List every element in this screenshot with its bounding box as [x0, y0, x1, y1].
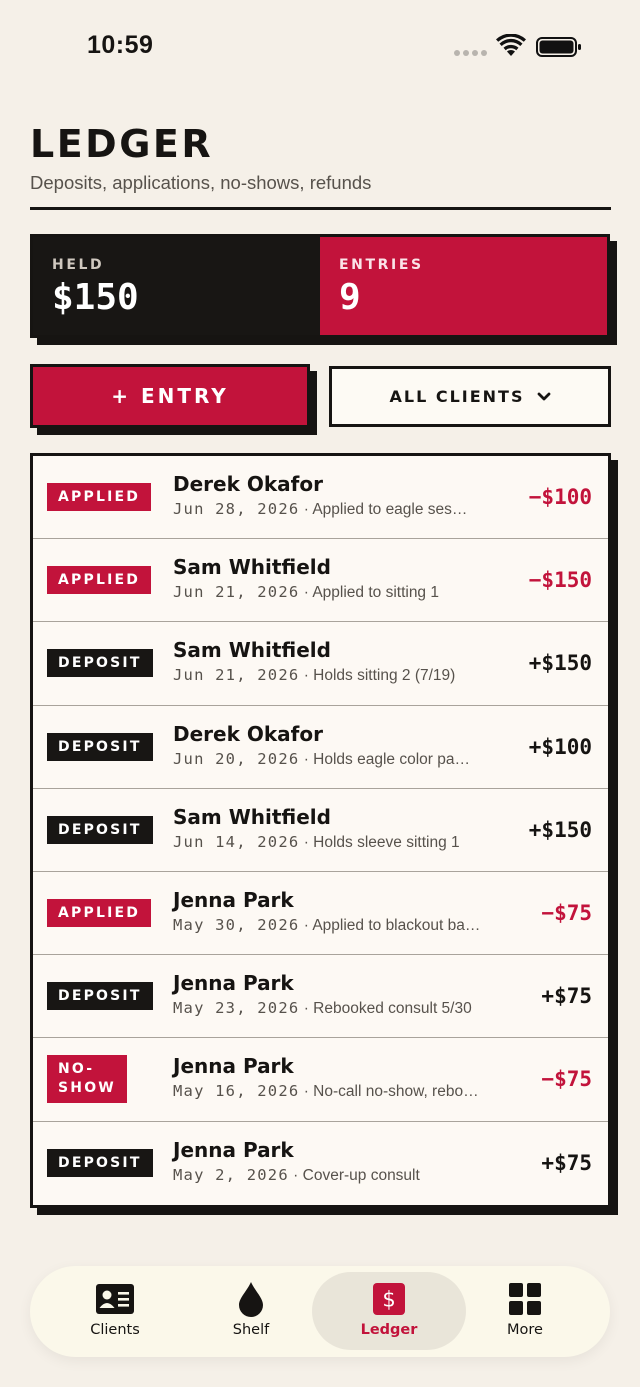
- ledger-row[interactable]: [33, 872, 608, 955]
- entry-details: [173, 805, 503, 852]
- stats-panel: [30, 234, 610, 338]
- entry-subline: [173, 1166, 503, 1185]
- status-bar: [0, 0, 640, 96]
- entry-type-badge: APPLIED: [47, 566, 151, 594]
- held-stat: [33, 237, 320, 335]
- tab-label: Ledger: [360, 1322, 418, 1338]
- status-time: 10:59: [87, 31, 154, 59]
- entry-details: [173, 1054, 503, 1101]
- entry-note: · Cover-up consult: [293, 1166, 420, 1184]
- svg-text:$: $: [382, 1287, 396, 1312]
- entry-note: · Applied to sitting 1: [303, 584, 439, 602]
- tab-shelf[interactable]: [176, 1272, 326, 1350]
- entry-date: May 30, 2026: [173, 915, 300, 934]
- entry-subline: [173, 916, 503, 935]
- tab-bar: [30, 1266, 610, 1357]
- entry-type-badge: DEPOSIT: [47, 816, 153, 844]
- tab-label: Clients: [90, 1322, 140, 1338]
- tab-label: More: [507, 1322, 543, 1338]
- entry-details: [173, 888, 503, 935]
- ledger-list: [30, 453, 611, 1208]
- client-name: Jenna Park: [173, 1137, 294, 1162]
- entry-amount: +$100: [528, 734, 592, 759]
- grid-icon: [505, 1282, 545, 1316]
- entry-type-badge: DEPOSIT: [47, 982, 153, 1010]
- entry-date: Jun 21, 2026: [173, 666, 300, 685]
- ledger-row[interactable]: [33, 456, 608, 539]
- battery-icon: [536, 37, 582, 57]
- entry-subline: [173, 500, 503, 519]
- entry-details: [173, 971, 503, 1018]
- entry-note: · Holds sitting 2 (7/19): [303, 667, 456, 685]
- entry-date: Jun 28, 2026: [173, 500, 300, 518]
- add-entry-button[interactable]: + ENTRY: [30, 364, 310, 428]
- entry-amount: −$75: [541, 1067, 592, 1092]
- entry-note: · Holds eagle color pa…: [303, 750, 470, 768]
- entry-amount: −$150: [528, 568, 592, 593]
- entry-subline: [173, 1082, 503, 1101]
- ledger-row[interactable]: [33, 539, 608, 622]
- entry-type-badge: DEPOSIT: [47, 1149, 153, 1177]
- entries-label: ENTRIES: [339, 257, 424, 273]
- ink-drop-icon: [231, 1282, 271, 1316]
- dollar-icon: [369, 1282, 409, 1316]
- ledger-row[interactable]: [33, 789, 608, 872]
- signal-dots-icon: [454, 50, 487, 56]
- entry-subline: [173, 750, 503, 769]
- ledger-row[interactable]: [33, 955, 608, 1038]
- entry-amount: −$75: [541, 901, 592, 926]
- entry-date: Jun 21, 2026: [173, 583, 300, 602]
- client-filter-dropdown[interactable]: [329, 366, 611, 427]
- entry-type-badge: DEPOSIT: [47, 733, 153, 761]
- entry-subline: [173, 666, 503, 685]
- entries-stat: [320, 237, 607, 335]
- entries-value: 9: [339, 277, 361, 318]
- entry-type-badge: DEPOSIT: [47, 649, 153, 677]
- entry-date: May 16, 2026: [173, 1082, 300, 1101]
- entry-note: · Applied to eagle ses…: [303, 501, 468, 518]
- tab-ledger[interactable]: [312, 1272, 466, 1350]
- badge-line: SHOW: [58, 1080, 116, 1097]
- entry-note: · Applied to blackout ba…: [303, 916, 481, 934]
- badge-line: NO-: [58, 1061, 95, 1078]
- client-name: Sam Whitfield: [173, 555, 331, 580]
- entry-type-badge: [47, 1055, 127, 1103]
- client-name: Jenna Park: [173, 887, 294, 912]
- page-subtitle: Deposits, applications, no-shows, refunds: [30, 172, 372, 193]
- entry-details: [173, 1138, 503, 1185]
- ledger-row[interactable]: [33, 622, 608, 705]
- entry-amount: +$75: [541, 1151, 592, 1176]
- held-label: HELD: [52, 257, 105, 273]
- chevron-down-icon: [537, 392, 551, 402]
- page-header: [30, 122, 611, 194]
- entry-type-badge: APPLIED: [47, 483, 151, 511]
- contact-card-icon: [95, 1282, 135, 1316]
- page-title: LEDGER: [30, 122, 214, 166]
- entry-details: [173, 555, 503, 602]
- entry-amount: −$100: [528, 485, 592, 510]
- entry-details: [173, 472, 503, 519]
- entry-date: Jun 14, 2026: [173, 832, 300, 851]
- entry-subline: [173, 583, 503, 602]
- client-filter-label: ALL CLIENTS: [389, 387, 525, 406]
- client-name: Jenna Park: [173, 971, 294, 996]
- client-name: Jenna Park: [173, 1054, 294, 1079]
- entry-details: [173, 638, 503, 685]
- held-value: $150: [52, 277, 139, 318]
- tab-more[interactable]: [450, 1272, 600, 1350]
- entry-details: [173, 722, 503, 769]
- client-name: Sam Whitfield: [173, 804, 331, 829]
- entry-note: · Rebooked consult 5/30: [303, 1000, 472, 1018]
- ledger-row[interactable]: [33, 1122, 608, 1205]
- header-divider: [30, 207, 611, 210]
- tab-clients[interactable]: [40, 1272, 190, 1350]
- entry-type-badge: APPLIED: [47, 899, 151, 927]
- entry-date: May 23, 2026: [173, 999, 300, 1018]
- entry-note: · No-call no-show, rebo…: [303, 1083, 479, 1101]
- ledger-row[interactable]: [33, 1038, 608, 1121]
- client-name: Sam Whitfield: [173, 638, 331, 663]
- entry-subline: [173, 833, 503, 852]
- entry-amount: +$150: [528, 651, 592, 676]
- entry-date: Jun 20, 2026: [173, 749, 300, 768]
- entry-note: · Holds sleeve sitting 1: [303, 833, 460, 851]
- entry-amount: +$150: [528, 817, 592, 842]
- ledger-row[interactable]: [33, 706, 608, 789]
- tab-label: Shelf: [232, 1322, 270, 1338]
- wifi-icon: [496, 34, 526, 58]
- client-name: Derek Okafor: [173, 721, 323, 746]
- client-name: Derek Okafor: [173, 472, 323, 496]
- entry-amount: +$75: [541, 984, 592, 1009]
- entry-date: May 2, 2026: [173, 1165, 289, 1184]
- entry-subline: [173, 999, 503, 1018]
